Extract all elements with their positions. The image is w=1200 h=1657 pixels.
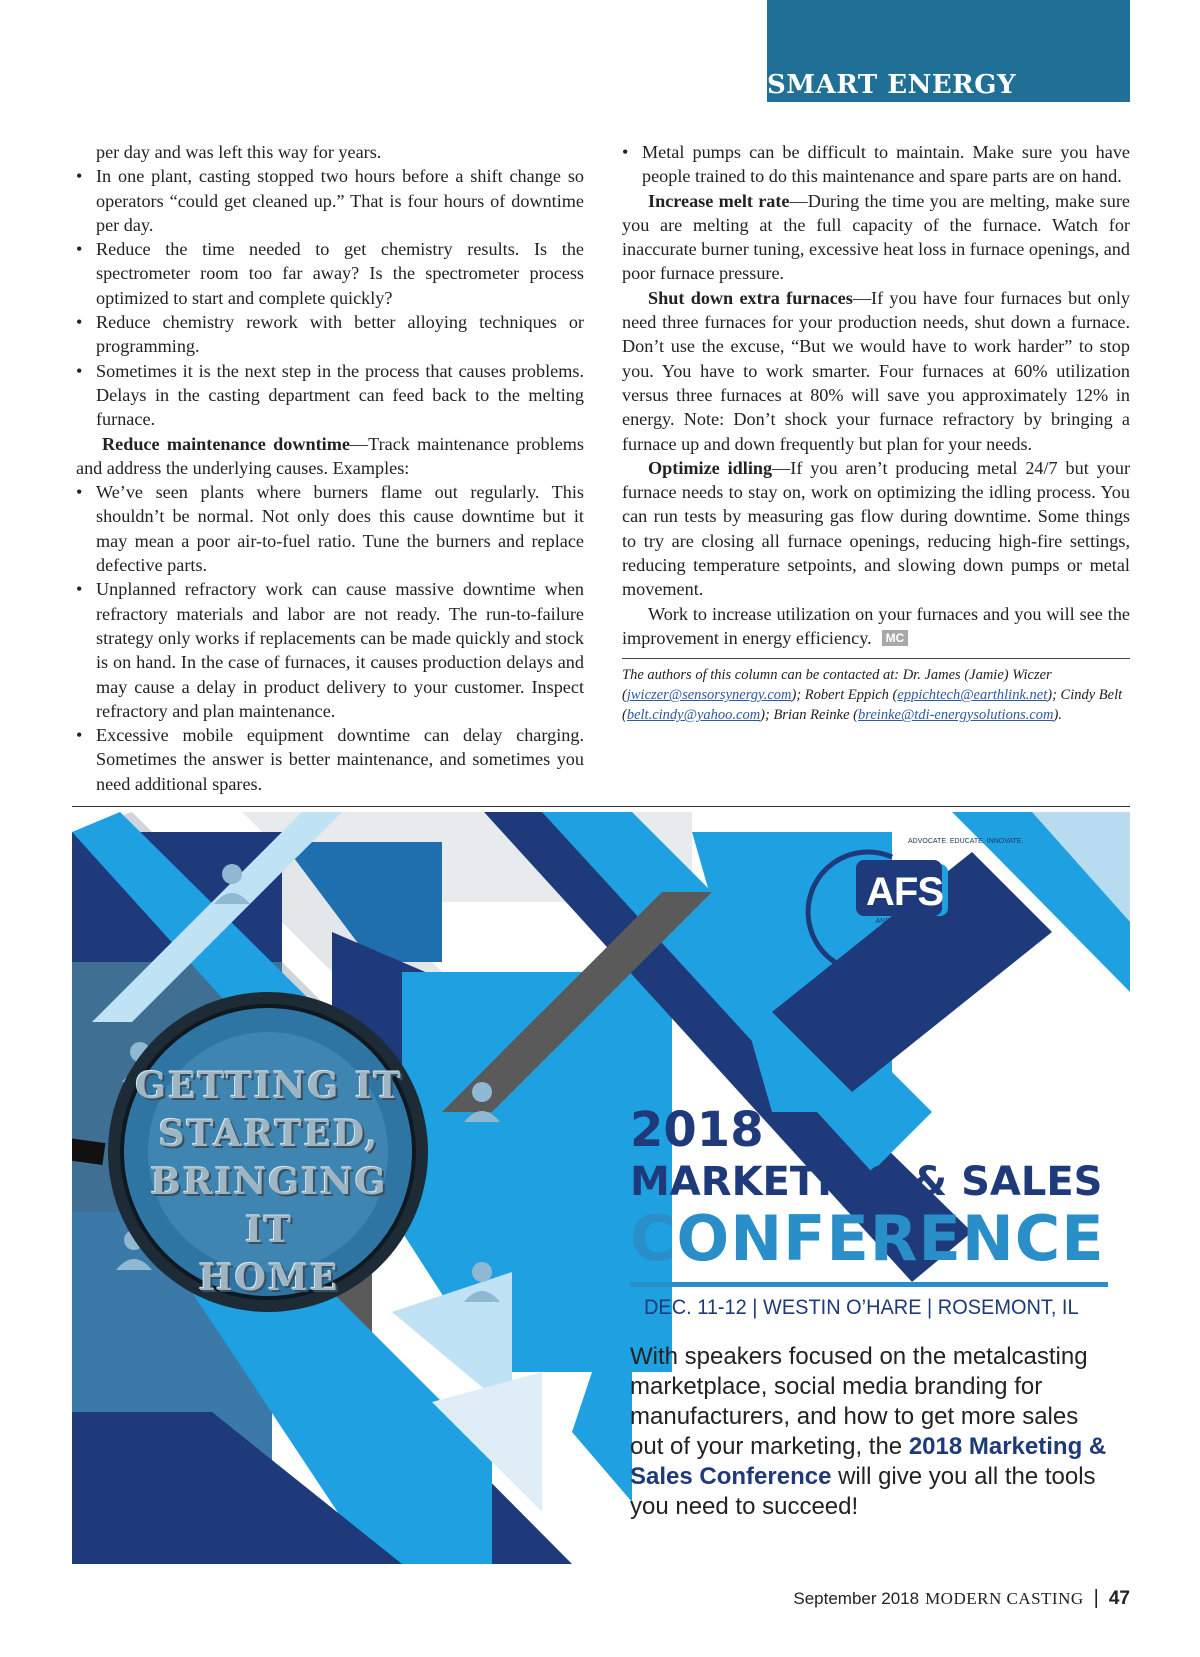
subheading-shut-down: Shut down extra furnaces [648, 287, 853, 308]
list-item: • Reduce the time needed to get chemistry results. Is the spectrometer room too far away? Is the spectrometer process optimized to start and complete quickly? [76, 237, 584, 310]
melt-rate-text: —During the time you are melting, make sure you are melting at the full capacity of the furnace. Watch for inaccurate burner tuning, excessive heat loss in furnace openings, and poor furnace pressure. [622, 190, 1130, 284]
lens-headline [134, 1062, 404, 1302]
contact-divider [622, 658, 1130, 659]
afs-tagline: ADVOCATE. EDUCATE. INNOVATE. [908, 838, 1024, 845]
lens-line: STARTED, [158, 1113, 380, 1155]
subheading-maintenance: Reduce maintenance downtime [102, 433, 350, 454]
email-link-eppich[interactable]: eppichtech@earthlink.net [897, 687, 1048, 704]
article-column-right [622, 140, 1130, 725]
paragraph-continued: per day and was left this way for years. [96, 142, 382, 162]
afs-logo: AFS [866, 870, 943, 914]
section-header-tab [767, 0, 1130, 102]
conference-name-highlight: 2018 Marketing & Sales Conference [630, 1433, 1107, 1490]
contact-text: ); Brian Reinke ( [760, 707, 859, 724]
conference-advertisement[interactable] [72, 812, 1130, 1564]
description-text: will give you all the tools you need to succeed! [630, 1463, 1096, 1520]
magazine-name: MODERN CASTING [925, 1588, 1084, 1608]
article-ad-divider [72, 806, 1130, 807]
list-item: • We’ve seen plants where burners flame out regularly. This shouldn’t be normal. Not only does this cause downtime but it may mean a poor air-to-fuel ratio. Tune the burners and replace defective parts. [76, 480, 584, 577]
maintenance-text: —Track maintenance problems and address the underlying causes. Examples: [76, 433, 584, 478]
issue-date: September 2018 [793, 1588, 920, 1608]
paragraph-idling [622, 456, 1130, 602]
list-item: • Metal pumps can be difficult to maintain. Make sure you have people trained to do this maintenance and spare parts are on hand. [622, 140, 1130, 189]
afs-subtitle: AND THE INSTITUTE [875, 918, 945, 925]
list-item: • In one plant, casting stopped two hours before a shift change so operators “could get cleaned up.” That is four hours of downtime per day. [76, 164, 584, 237]
conference-dates-location: DEC. 11-12 | WESTIN O’HARE | ROSEMONT, IL [644, 1296, 1079, 1319]
bullet-list-maintenance [76, 480, 584, 796]
paragraph-shut-down [622, 286, 1130, 456]
contact-text: ). [1053, 707, 1062, 724]
paragraph-maintenance [76, 432, 584, 481]
page-footer [793, 1587, 1130, 1610]
subheading-idling: Optimize idling [648, 457, 773, 478]
description-text: With speakers focused on the metalcasting marketplace, social media branding for manufacturers, and how to get more sales out of your marketing, the [630, 1343, 1088, 1460]
page-number: 47 [1108, 1587, 1130, 1609]
shut-down-text: —If you have four furnaces but only need three furnaces for your production needs, shut down a furnace. Don’t use the excuse, “But we would have to work harder” to stop you. You have to work smarter. Four furnaces at 60% utilization versus three furnaces at 80% will save you approximately 12% in energy. Note: Don’t shock your furnace refractory by bringing a furnace up and down frequently but plan for your needs. [622, 287, 1130, 454]
email-link-wiczer[interactable]: jwiczer@sensorsynergy.com [626, 687, 792, 704]
bullet-list-downtime [76, 164, 584, 431]
email-link-belt[interactable]: belt.cindy@yahoo.com [626, 707, 761, 724]
conference-word: CONFERENCE [630, 1202, 1105, 1275]
article-column-left [76, 140, 584, 796]
idling-text: —If you aren’t producing metal 24/7 but your furnace needs to stay on, work on optimizing the idling process. You can run tests by measuring gas flow during downtime. Some things to try are closing all furnace openings, reducing high-fire settings, reducing temperature setpoints, and slowing down pumps or metal movement. [622, 457, 1131, 600]
list-item: • Reduce chemistry rework with better alloying techniques or programming. [76, 310, 584, 359]
lens-line: BRINGING IT [150, 1161, 388, 1251]
paragraph-melt-rate [622, 189, 1130, 286]
bullet-list-pumps [622, 140, 1130, 189]
subheading-melt-rate: Increase melt rate [648, 190, 790, 211]
contact-text: The authors of this column can be contacted at: Dr. James (Jamie) Wiczer ( [622, 667, 1052, 704]
lens-line: HOME [198, 1257, 340, 1299]
section-title: SMART ENERGY [767, 70, 1017, 100]
paragraph-closing [622, 602, 1130, 651]
conference-name-line: MARKETING & SALES [630, 1159, 1103, 1205]
email-link-reinke[interactable]: breinke@tdi-energysolutions.com [858, 707, 1054, 724]
footer-separator: | [1093, 1587, 1099, 1609]
author-contact [622, 665, 1130, 725]
conference-description [630, 1342, 1110, 1522]
contact-text: ); Cindy Belt ( [622, 687, 1123, 724]
list-item: • Sometimes it is the next step in the process that causes problems. Delays in the casting department can feed back to the melting furnace. [76, 359, 584, 432]
conference-year: 2018 [630, 1102, 764, 1158]
list-item: • Unplanned refractory work can cause massive downtime when refractory materials and labor are not ready. The run-to-failure strategy only works if replacements can be made quickly and stock is on hand. In the case of furnaces, it causes production delays and may cause a delay in product delivery to your customer. Inspect refractory and plan maintenance. [76, 577, 584, 723]
conference-rule [630, 1282, 1108, 1287]
lens-line: GETTING IT [135, 1065, 403, 1107]
closing-text: Work to increase utilization on your furnaces and you will see the improvement in energy efficiency. [622, 603, 1130, 648]
contact-text: ); Robert Eppich ( [791, 687, 898, 704]
end-mark-badge: MC [882, 630, 909, 646]
list-item: • Excessive mobile equipment downtime can delay charging. Sometimes the answer is better maintenance, and sometimes you need additional spares. [76, 723, 584, 796]
